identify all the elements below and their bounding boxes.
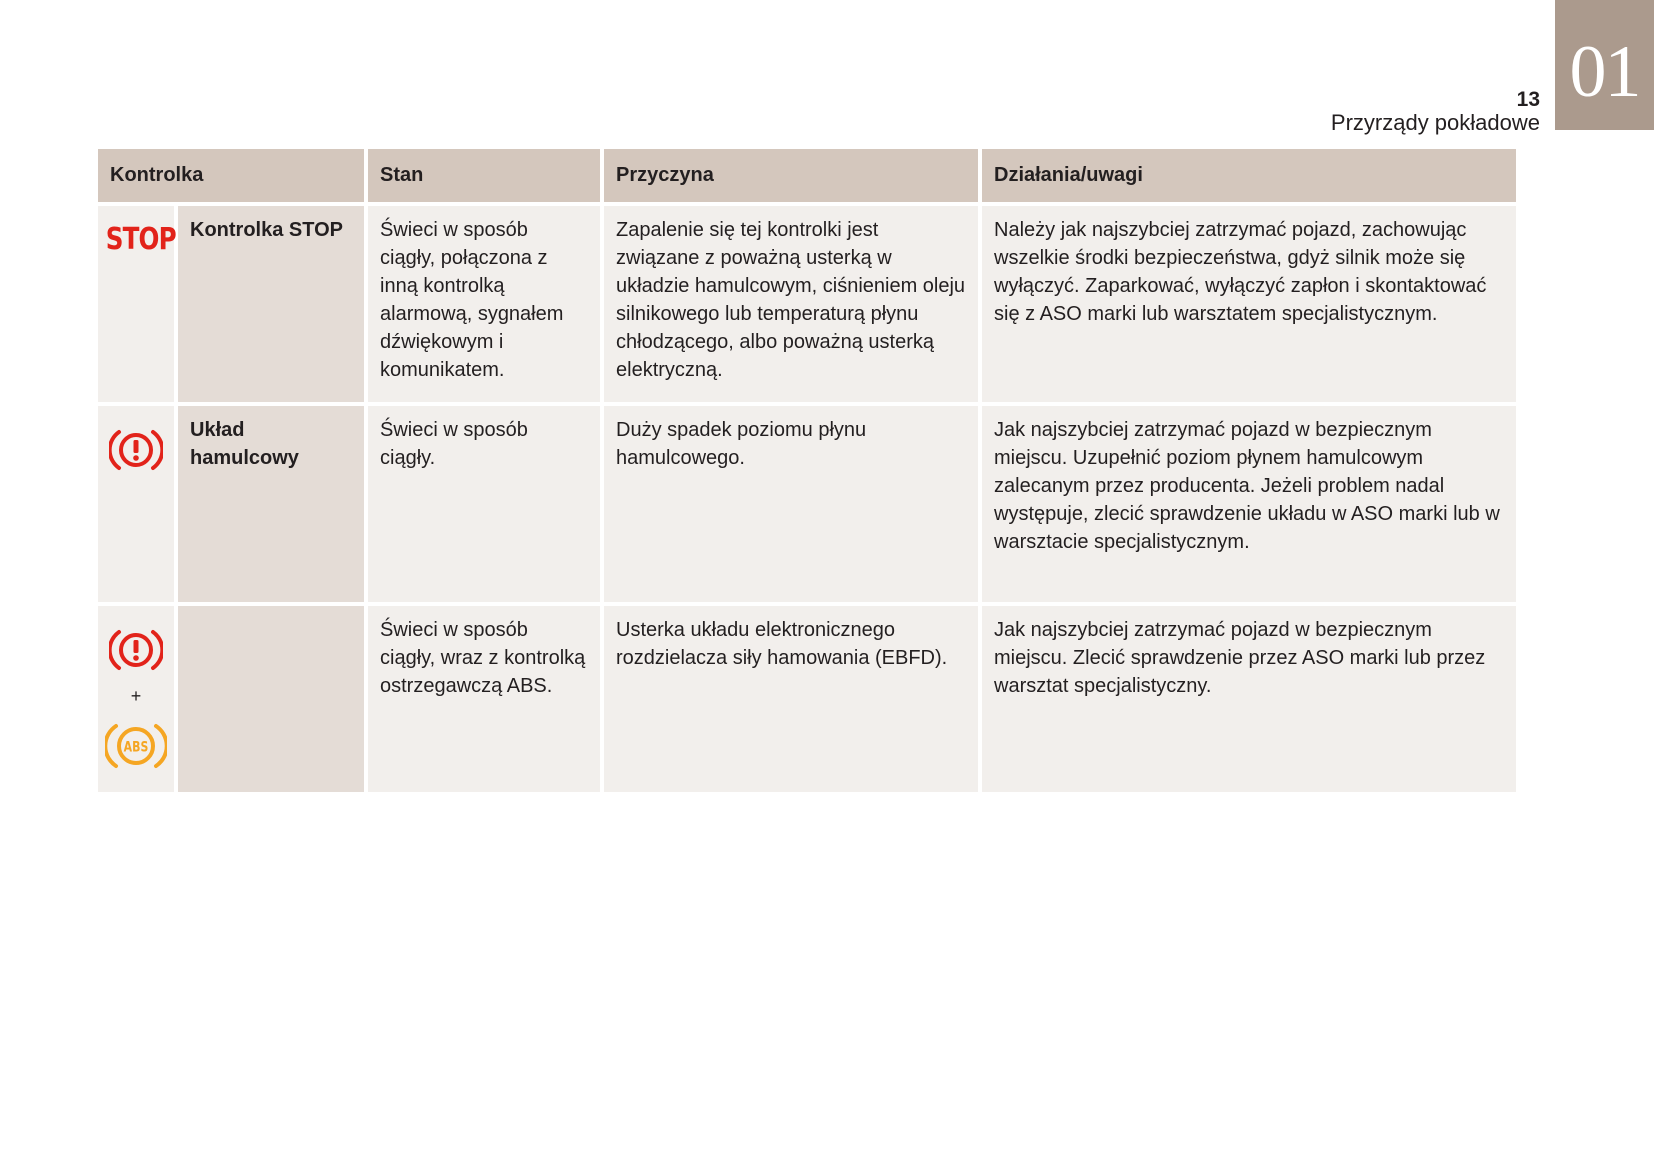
icon-cell	[98, 606, 174, 792]
header-dzialania: Działania/uwagi	[982, 149, 1516, 202]
action-cell: Jak najszybciej zatrzymać pojazd w bezpiecznym miejscu. Zlecić sprawdzenie przez ASO marki lub przez warsztat specjalistyczny.	[982, 606, 1516, 792]
state-cell: Świeci w sposób ciągły, połączona z inną kontrolką alarmową, sygnałem dźwiękowym i komunikatem.	[368, 206, 600, 402]
action-cell: Jak najszybciej zatrzymać pojazd w bezpiecznym miejscu. Uzupełnić poziom płynem hamulcowym zalecanym przez producenta. Jeżeli problem nadal występuje, zlecić sprawdzenie układu w ASO marki lub w warsztacie specjalistycznym.	[982, 406, 1516, 602]
brake-warning-icon	[109, 428, 163, 472]
icon-cell	[98, 206, 174, 402]
light-name: Układ hamulcowy	[178, 406, 364, 602]
plus-sign: +	[130, 686, 142, 706]
cause-cell: Duży spadek poziomu płynu hamulcowego.	[604, 406, 978, 602]
header-przyczyna: Przyczyna	[604, 149, 978, 202]
table-header-row	[98, 149, 1516, 202]
cause-cell: Usterka układu elektronicznego rozdzielacza siły hamowania (EBFD).	[604, 606, 978, 792]
icon-cell	[98, 406, 174, 602]
light-name: Kontrolka STOP	[178, 206, 364, 402]
table-row	[98, 406, 1516, 602]
header-kontrolka: Kontrolka	[98, 149, 364, 202]
abs-warning-icon	[105, 722, 167, 770]
chapter-tab	[1555, 0, 1654, 130]
brake-warning-icon	[109, 628, 163, 672]
light-name	[178, 606, 364, 792]
abs-icon-label: ABS	[123, 738, 149, 755]
warning-lights-table	[94, 145, 1520, 796]
state-cell: Świeci w sposób ciągły.	[368, 406, 600, 602]
table-row	[98, 206, 1516, 402]
table-row	[98, 606, 1516, 792]
action-cell: Należy jak najszybciej zatrzymać pojazd, zachowując wszelkie środki bezpieczeństwa, gdyż silnik może się wyłączyć. Zaparkować, wyłączyć zapłon i skontaktować się z ASO marki lub warsztatem specjalistycznym.	[982, 206, 1516, 402]
cause-cell: Zapalenie się tej kontrolki jest związane z poważną usterką w układzie hamulcowym, ciśnieniem oleju silnikowego lub temperaturą płynu chłodzącego, albo poważną usterką elektryczną.	[604, 206, 978, 402]
chapter-number: 01	[1569, 31, 1640, 113]
stop-warning-icon: STOP	[105, 222, 176, 257]
header-stan: Stan	[368, 149, 600, 202]
page-number: 13	[1516, 88, 1540, 111]
state-cell: Świeci w sposób ciągły, wraz z kontrolką ostrzegawczą ABS.	[368, 606, 600, 792]
section-title: Przyrządy pokładowe	[1330, 110, 1540, 135]
